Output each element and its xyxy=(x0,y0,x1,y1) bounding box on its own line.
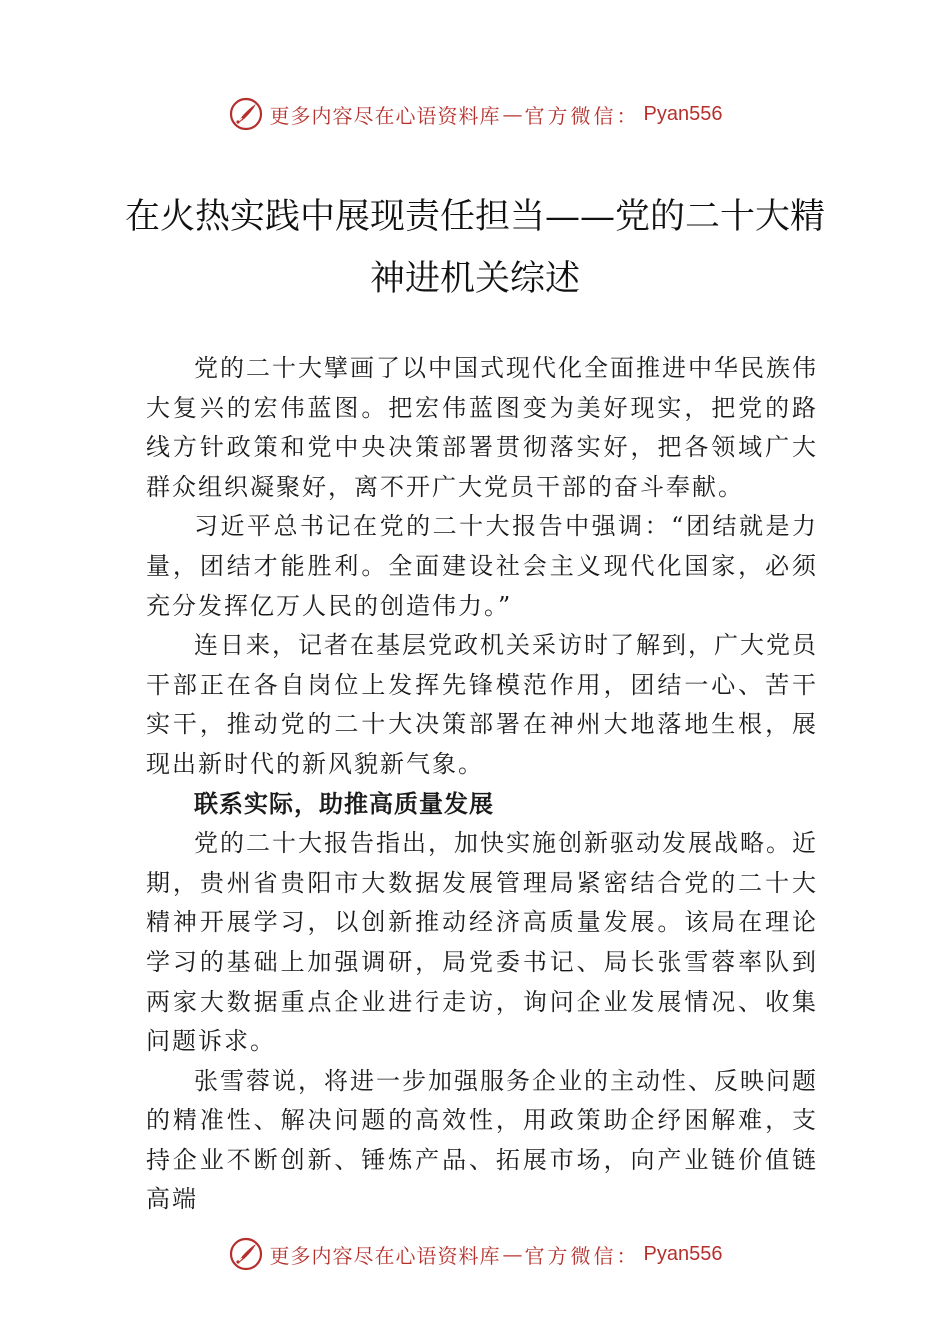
paragraph: 党的二十大报告指出，加快实施创新驱动发展战略。近期，贵州省贵阳市大数据发展管理局紧密结合党的二十大精神开展学习，以创新推动经济高质量发展。该局在理论学习的基础上加强调研，局党委书记、局长张雪蓉率队到两家大数据重点企业进行走访，询问企业发展情况、收集问题诉求。 xyxy=(146,829,818,1056)
footer-banner xyxy=(0,1232,950,1276)
banner-wechat-id: Pyan556 xyxy=(643,1242,723,1265)
section-heading: 联系实际，助推高质量发展 xyxy=(194,789,494,818)
banner-wechat-id: Pyan556 xyxy=(643,102,723,125)
header-banner xyxy=(0,92,950,136)
quill-logo-icon xyxy=(228,1236,264,1272)
banner-wechat-label: 官方微信： xyxy=(524,1243,640,1268)
banner-wechat-label: 官方微信： xyxy=(524,103,640,128)
document-title: 在火热实践中展现责任担当——党的二十大精神进机关综述 xyxy=(124,197,825,299)
paragraph: 张雪蓉说，将进一步加强服务企业的主动性、反映问题的精准性、解决问题的高效性，用政策助企纾困解难，支持企业不断创新、锤炼产品、拓展市场，向产业链价值链高端 xyxy=(146,1066,818,1214)
document-body xyxy=(146,349,818,1220)
paragraph: 党的二十大擘画了以中国式现代化全面推进中华民族伟大复兴的宏伟蓝图。把宏伟蓝图变为美好现实，把党的路线方针政策和党中央决策部署贯彻落实好，把各领域广大群众组织凝聚好，离不开广大党员干部的奋斗奉献。 xyxy=(146,354,818,501)
banner-dash: — xyxy=(502,102,523,126)
banner-site-text: 更多内容尽在心语资料库 xyxy=(269,1243,501,1268)
paragraph: 连日来，记者在基层党政机关采访时了解到，广大党员干部正在各自岗位上发挥先锋模范作用，团结一心、苦干实干，推动党的二十大决策部署在神州大地落地生根，展现出新时代的新风貌新气象。 xyxy=(146,631,818,778)
banner-dash: — xyxy=(502,1242,523,1266)
paragraph: 习近平总书记在党的二十大报告中强调：“团结就是力量，团结才能胜利。全面建设社会主义现代化国家，必须充分发挥亿万人民的创造伟力。” xyxy=(146,512,818,620)
banner-site-text: 更多内容尽在心语资料库 xyxy=(269,103,501,128)
quill-logo-icon xyxy=(228,96,264,132)
